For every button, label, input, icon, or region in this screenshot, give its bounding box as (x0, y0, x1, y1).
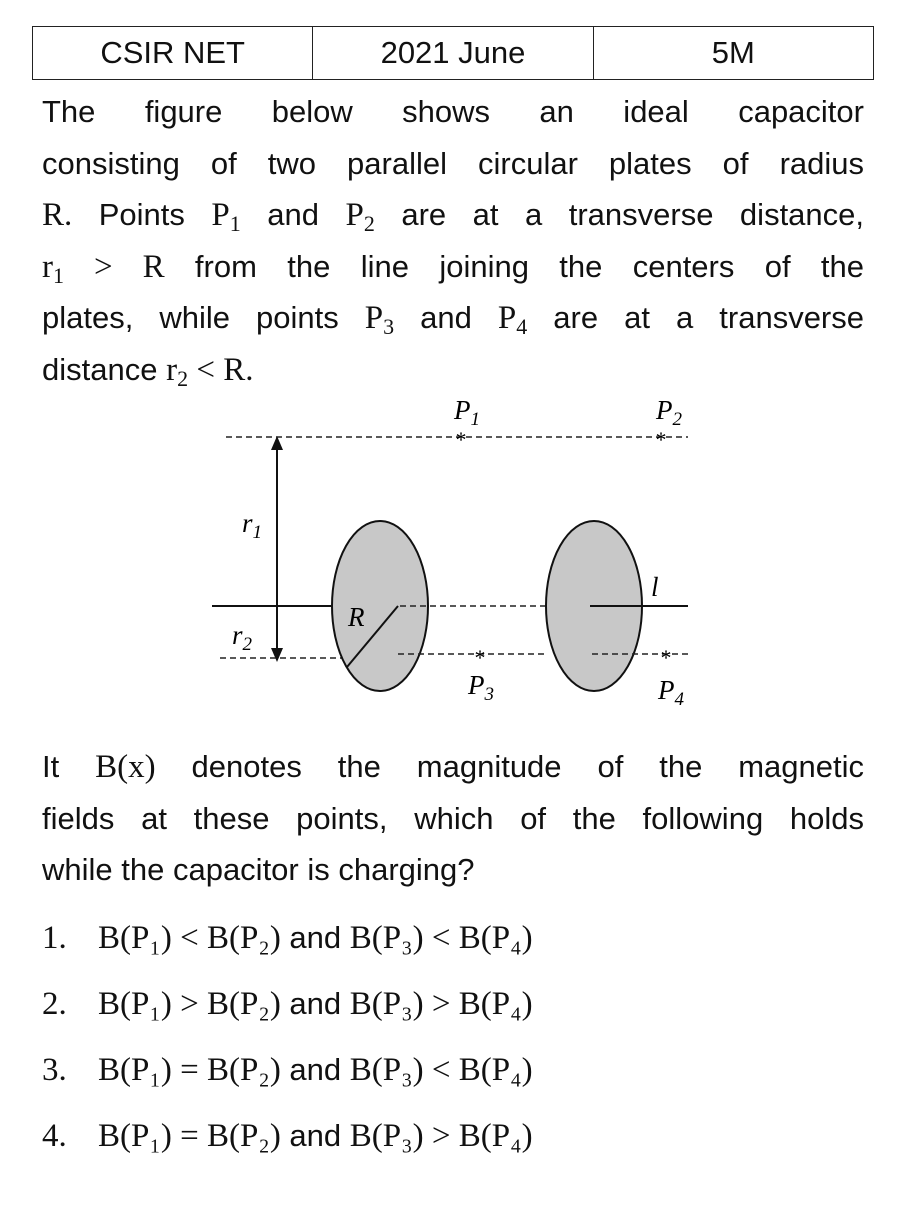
math-sym: < R. (188, 351, 254, 388)
math-P2 (345, 197, 375, 236)
stem-text: denotes the magnitude of the magnetic (155, 749, 864, 784)
p2-marker: * (655, 427, 667, 452)
intro-line-1: The figure below shows an ideal capacitor (42, 94, 864, 129)
arrow-head-down (271, 648, 283, 662)
option-1[interactable] (42, 912, 864, 978)
intro-line-4 (42, 241, 864, 293)
arrow-head-up (271, 436, 283, 450)
p4-label: $P_4$ (658, 675, 684, 710)
intro-text: from the line joining the centers of the (164, 248, 865, 284)
math-sub: 2 (363, 211, 375, 236)
intro-line-5 (42, 292, 864, 344)
question-stem (42, 741, 864, 896)
intro-line-3 (42, 189, 864, 241)
option-joiner: and (280, 920, 350, 955)
intro-text: and (240, 197, 346, 232)
math-sub: 2 (177, 365, 189, 391)
r2-label: $r_2$ (232, 620, 253, 655)
math-sub: 3 (383, 314, 395, 339)
option-left-expr: B(P₁) = B(P₂) (98, 1118, 281, 1154)
question-intro (42, 86, 864, 395)
option-4[interactable] (42, 1110, 864, 1176)
p4-marker: * (660, 645, 672, 670)
p1-marker: * (455, 427, 467, 452)
math-P1 (211, 197, 241, 236)
intro-text: distance (42, 351, 167, 387)
l-label: l (651, 572, 659, 602)
intro-line-6 (42, 344, 864, 396)
exam-name: CSIR NET (33, 27, 313, 80)
math-P4 (497, 300, 528, 339)
stem-line-2: fields at these points, which of the following holds (42, 800, 864, 836)
p3-marker: * (474, 645, 486, 670)
math-sub: 1 (229, 211, 241, 236)
stem-line-1 (42, 741, 864, 793)
option-right-expr: B(P₃) < B(P₄) (349, 1052, 533, 1088)
answer-options (42, 912, 864, 1176)
option-number: 3. (42, 1052, 67, 1088)
math-sym: P (211, 197, 230, 233)
header-table (32, 26, 874, 80)
option-number: 1. (42, 920, 67, 956)
p2-label: $P_2$ (656, 395, 682, 430)
option-joiner: and (280, 986, 350, 1021)
option-left-expr: B(P₁) < B(P₂) (98, 920, 281, 956)
header-row (33, 27, 874, 80)
r1-label: $r_1$ (242, 508, 263, 543)
option-right-expr: B(P₃) < B(P₄) (349, 920, 533, 956)
math-sym: P (497, 300, 517, 336)
option-right-expr: B(P₃) > B(P₄) (349, 1118, 533, 1154)
math-sub: 1 (53, 262, 64, 288)
intro-text: plates, while points (42, 300, 365, 335)
option-2[interactable] (42, 978, 864, 1044)
math-sym: r (166, 351, 178, 388)
option-number: 4. (42, 1118, 67, 1154)
math-sym: > R (64, 248, 165, 285)
intro-text: and (394, 300, 498, 335)
option-left-expr: B(P₁) > B(P₂) (98, 986, 281, 1022)
exam-session: 2021 June (313, 27, 593, 80)
option-joiner: and (280, 1052, 350, 1087)
intro-line-2: consisting of two parallel circular plates of radius (42, 145, 864, 181)
stem-text: It (42, 749, 96, 784)
p3-label: $P_3$ (468, 670, 494, 705)
math-r2 (166, 351, 254, 391)
option-left-expr: B(P₁) = B(P₂) (98, 1052, 281, 1088)
R-label: R (348, 602, 365, 632)
math-R: R. (42, 197, 73, 233)
capacitor-diagram (200, 392, 700, 712)
math-sym: P (345, 197, 364, 233)
option-number: 2. (42, 986, 67, 1022)
question-marks: 5M (593, 27, 873, 80)
math-sub: 4 (516, 314, 528, 339)
math-Bx: B(x) (95, 749, 156, 785)
option-joiner: and (280, 1118, 350, 1153)
intro-text: are at a transverse distance, (374, 197, 865, 232)
stem-line-3: while the capacitor is charging? (42, 852, 475, 887)
math-P3 (364, 300, 395, 339)
option-3[interactable] (42, 1044, 864, 1110)
math-sym: P (364, 300, 384, 336)
math-sym: r (42, 248, 53, 285)
intro-text: Points (72, 197, 212, 232)
p1-label: $P_1$ (454, 395, 480, 430)
intro-text: are at a transverse (527, 300, 864, 335)
math-r1 (42, 248, 165, 288)
option-right-expr: B(P₃) > B(P₄) (349, 986, 533, 1022)
